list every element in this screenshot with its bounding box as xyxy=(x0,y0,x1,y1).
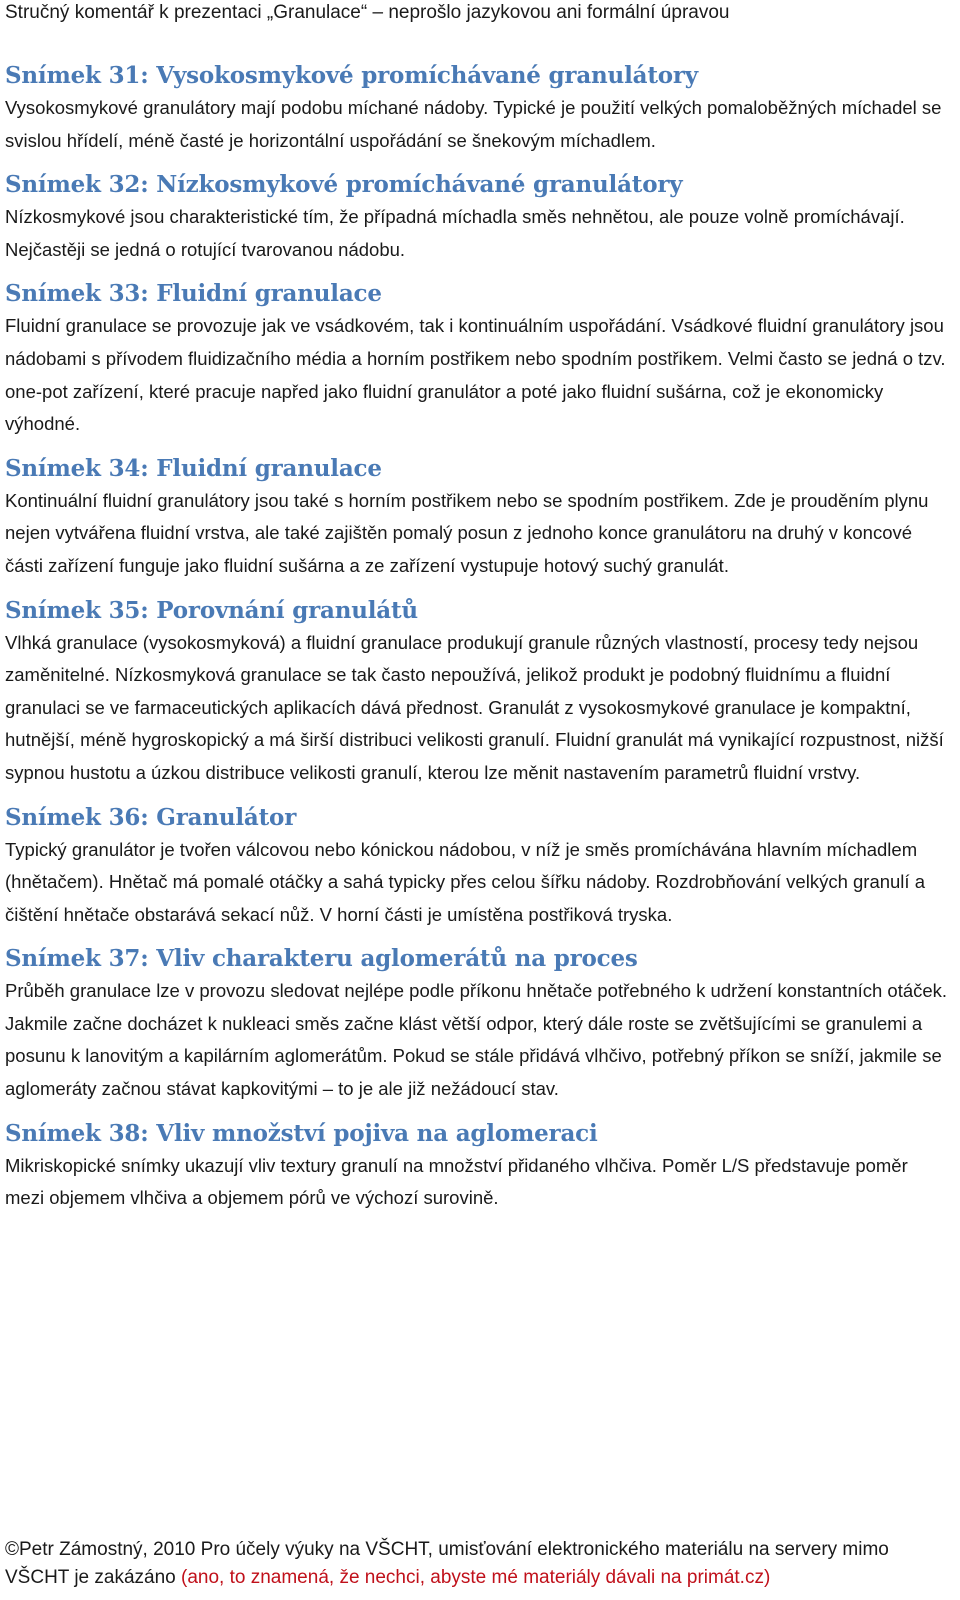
section-body: Nízkosmykové jsou charakteristické tím, že případná míchadla směs nehnětou, ale pouze volně promíchávají. Nejčastěji se jedná o rotující tvarovanou nádobu. xyxy=(5,206,905,260)
copyright-text: ©Petr Zámostný, 2010 Pro účely výuky na VŠCHT, umisťování elektronického materiálu na servery mimo VŠCHT je zakázáno xyxy=(5,1539,889,1588)
section-heading: Snímek 35: Porovnání granulátů xyxy=(5,596,418,624)
section-body: Typický granulátor je tvořen válcovou nebo kónickou nádobou, v níž je směs promíchávána hlavním míchadlem (hnětačem). Hnětač má pomalé otáčky a sahá typicky přes celou šířku nádoby. Rozdrobňování velkých granulí a čištění hnětače obstarává sekací nůž. V horní části je umístěna postřiková tryska. xyxy=(5,838,925,925)
section-body: Mikriskopické snímky ukazují vliv textury granulí na množství přidaného vlhčiva. Poměr L/S představuje poměr mezi objemem vlhčiva a objemem pórů ve výchozí surovině. xyxy=(5,1154,908,1209)
copyright-footer xyxy=(5,1536,950,1592)
section-body: Vysokosmykové granulátory mají podobu míchané nádoby. Typické je použití velkých pomaloběžných míchadel se svislou hřídelí, méně časté je horizontální uspořádání se šnekovým míchadlem. xyxy=(5,97,942,151)
section-body: Průběh granulace lze v provozu sledovat nejlépe podle příkonu hnětače potřebného k udržení konstantních otáček. Jakmile začne docházet k nukleaci směs začne klást větší odpor, který dále roste se zvětšujícími se granulemi a posunu k lanovitým a kapilárním aglomerátům. Pokud se stále přidává vlhčivo, potřebný příkon se sníží, jakmile se aglomeráty začnou stávat kapkovitými – to je ale již nežádoucí stav. xyxy=(5,980,948,1100)
section-heading: Snímek 31: Vysokosmykové promíchávané granulátory xyxy=(5,62,698,89)
document-header: Stručný komentář k prezentaci „Granulace“ – neprošlo jazykovou ani formální úpravou xyxy=(5,2,730,23)
section-heading: Snímek 34: Fluidní granulace xyxy=(5,454,382,482)
section-slide-38 xyxy=(5,1119,950,1215)
section-heading: Snímek 33: Fluidní granulace xyxy=(5,280,382,308)
section-slide-36 xyxy=(5,803,950,932)
section-slide-37 xyxy=(5,944,950,1105)
section-heading: Snímek 32: Nízkosmykové promíchávané granulátory xyxy=(5,171,683,199)
section-slide-31 xyxy=(5,61,950,157)
section-slide-32 xyxy=(5,170,950,266)
copyright-note: (ano, to znamená, že nechci, abyste mé materiály dávali na primát.cz) xyxy=(181,1567,771,1588)
section-slide-33 xyxy=(5,279,950,440)
section-body: Fluidní granulace se provozuje jak ve vsádkovém, tak i kontinuálním uspořádání. Vsádkové fluidní granulátory jsou nádobami s přívodem fluidizačního média a horním postřikem nebo spodním postřikem. Velmi často se jedná o tzv. one-pot zařízení, které pracuje napřed jako fluidní granulátor a poté jako fluidní sušárna, což je ekonomicky výhodné. xyxy=(5,315,946,435)
section-body: Kontinuální fluidní granulátory jsou také s horním postřikem nebo se spodním postřikem. Zde je prouděním plynu nejen vytvářena fluidní vrstva, ale také zajištěn pomalý posun z jednoho konce granulátoru na druhý v koncové části zařízení funguje jako fluidní sušárna a ze zařízení vystupuje hotový suchý granulát. xyxy=(5,489,929,576)
section-heading: Snímek 38: Vliv množství pojiva na aglomeraci xyxy=(5,1119,598,1147)
section-slide-34 xyxy=(5,454,950,583)
section-slide-35 xyxy=(5,596,950,790)
section-heading: Snímek 36: Granulátor xyxy=(5,803,297,831)
section-heading: Snímek 37: Vliv charakteru aglomerátů na proces xyxy=(5,945,638,973)
section-body: Vlhká granulace (vysokosmyková) a fluidní granulace produkují granule různých vlastností, procesy tedy nejsou zaměnitelné. Nízkosmyková granulace se tak často nepoužívá, jelikož produkt je podobný fluidnímu a fluidní granulaci se ve farmaceutických aplikacích dává přednost. Granulát z vysokosmykové granulace je kompaktní, hutnější, méně hygroskopický a má širší distribuci velikosti granulí. Fluidní granulát má vynikající rozpustnost, nižší sypnou hustotu a úzkou distribuce velikosti granulí, kterou lze měnit nastavením parametrů fluidní vrstvy. xyxy=(5,631,944,783)
